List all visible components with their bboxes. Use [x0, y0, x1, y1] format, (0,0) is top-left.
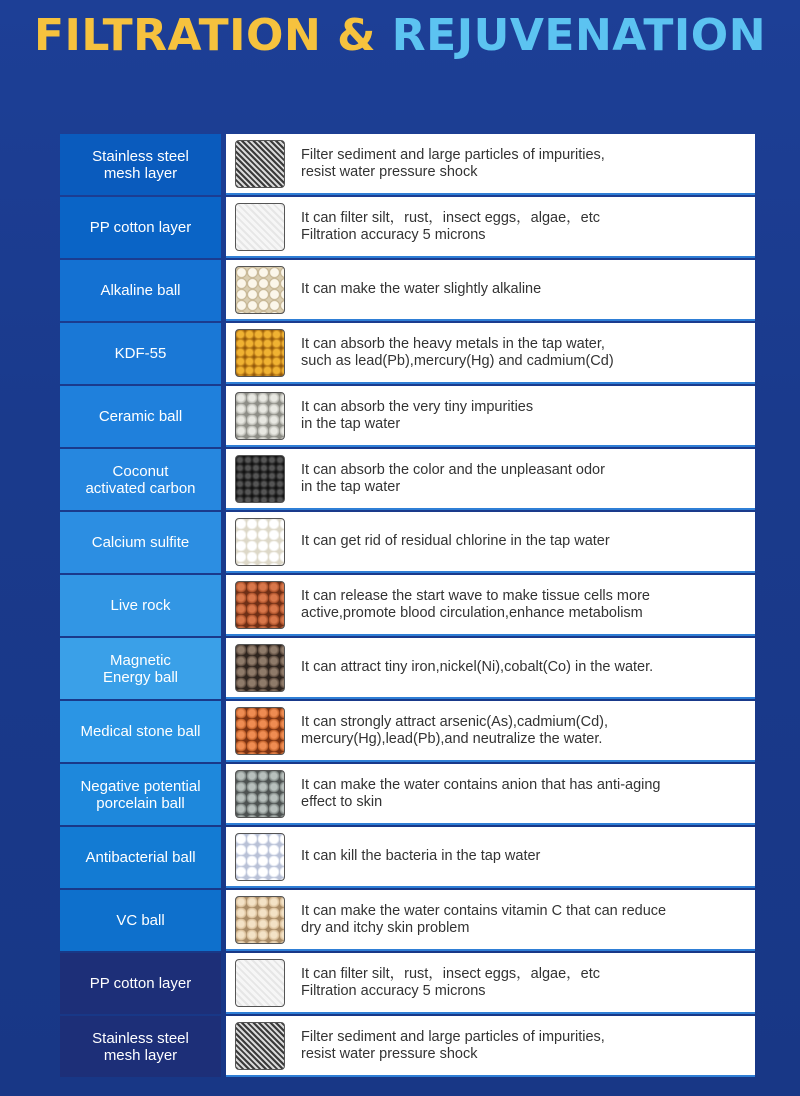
layer-name: PP cotton layer — [60, 197, 221, 258]
pp-cotton-icon — [235, 959, 285, 1007]
carbon-granules-icon — [235, 455, 285, 503]
live-rock-balls-icon — [235, 581, 285, 629]
filter-layer-row — [60, 953, 755, 1016]
layer-description-panel — [226, 953, 755, 1014]
ceramic-balls-icon — [235, 392, 285, 440]
layer-name: PP cotton layer — [60, 953, 221, 1014]
kdf-granules-icon — [235, 329, 285, 377]
antibacterial-balls-icon — [235, 833, 285, 881]
layer-name: Stainless steel mesh layer — [60, 1016, 221, 1077]
layer-name: Ceramic ball — [60, 386, 221, 447]
layer-name: Medical stone ball — [60, 701, 221, 762]
layer-name: Antibacterial ball — [60, 827, 221, 888]
layer-description-panel — [226, 197, 755, 258]
layer-description: It can release the start wave to make tissue cells more active,promote blood circulation,enhance metabolism — [301, 587, 650, 621]
layer-description-panel — [226, 260, 755, 321]
filter-layer-row — [60, 1016, 755, 1079]
filter-layer-row — [60, 512, 755, 575]
layer-description: It can make the water contains vitamin C that can reduce dry and itchy skin problem — [301, 902, 667, 936]
layer-description: It can filter silt，rust，insect eggs，algae，etc Filtration accuracy 5 microns — [301, 209, 600, 243]
layer-name: VC ball — [60, 890, 221, 951]
medical-stone-balls-icon — [235, 707, 285, 755]
layer-description-panel — [226, 386, 755, 447]
layer-description-panel — [226, 449, 755, 510]
filter-layer-row — [60, 323, 755, 386]
layer-description-panel — [226, 575, 755, 636]
pp-cotton-icon — [235, 203, 285, 251]
layer-description-panel — [226, 701, 755, 762]
layer-description: Filter sediment and large particles of impurities, resist water pressure shock — [301, 146, 605, 180]
layer-name: Negative potential porcelain ball — [60, 764, 221, 825]
title-part-rejuvenation: REJUVENATION — [391, 10, 767, 61]
filter-layer-row — [60, 890, 755, 953]
layer-description-panel — [226, 638, 755, 699]
steel-mesh-icon — [235, 140, 285, 188]
steel-mesh-icon — [235, 1022, 285, 1070]
layer-description: It can attract tiny iron,nickel(Ni),cobalt(Co) in the water. — [301, 659, 654, 675]
layer-name: Calcium sulfite — [60, 512, 221, 573]
layer-description: It can absorb the heavy metals in the tap water, such as lead(Pb),mercury(Hg) and cadmium(Cd) — [301, 335, 614, 369]
filter-layer-row — [60, 764, 755, 827]
layer-description-panel — [226, 1016, 755, 1077]
layer-name: Magnetic Energy ball — [60, 638, 221, 699]
magnetic-balls-icon — [235, 644, 285, 692]
layer-description: It can strongly attract arsenic(As),cadmium(Cd), mercury(Hg),lead(Pb),and neutralize the water. — [301, 713, 609, 747]
layer-description: It can kill the bacteria in the tap water — [301, 848, 541, 864]
layer-name: Coconut activated carbon — [60, 449, 221, 510]
layer-description: It can get rid of residual chlorine in the tap water — [301, 533, 610, 549]
filter-layer-row — [60, 134, 755, 197]
filter-layer-row — [60, 827, 755, 890]
layer-description-panel — [226, 512, 755, 573]
filter-layer-row — [60, 638, 755, 701]
layer-description-panel — [226, 764, 755, 825]
layer-description-panel — [226, 323, 755, 384]
page-title — [0, 8, 800, 64]
layer-description-panel — [226, 890, 755, 951]
vc-balls-icon — [235, 896, 285, 944]
layer-description: It can absorb the very tiny impurities in the tap water — [301, 398, 534, 432]
filter-layer-table — [60, 134, 755, 1079]
filter-layer-row — [60, 701, 755, 764]
layer-name: Live rock — [60, 575, 221, 636]
porcelain-balls-icon — [235, 770, 285, 818]
layer-description-panel — [226, 827, 755, 888]
layer-description: It can filter silt，rust，insect eggs，algae，etc Filtration accuracy 5 microns — [301, 965, 600, 999]
layer-description-panel — [226, 134, 755, 195]
layer-description: It can absorb the color and the unpleasant odor in the tap water — [301, 461, 605, 495]
filter-layer-row — [60, 575, 755, 638]
alkaline-balls-icon — [235, 266, 285, 314]
layer-name: Alkaline ball — [60, 260, 221, 321]
layer-name: KDF-55 — [60, 323, 221, 384]
filter-layer-row — [60, 260, 755, 323]
filter-layer-row — [60, 449, 755, 512]
layer-name: Stainless steel mesh layer — [60, 134, 221, 195]
title-part-filtration: FILTRATION & — [33, 10, 376, 61]
layer-description: It can make the water slightly alkaline — [301, 281, 542, 297]
filter-layer-row — [60, 197, 755, 260]
calcium-sulfite-balls-icon — [235, 518, 285, 566]
layer-description: Filter sediment and large particles of impurities, resist water pressure shock — [301, 1028, 605, 1062]
filter-layer-row — [60, 386, 755, 449]
layer-description: It can make the water contains anion that has anti-aging effect to skin — [301, 776, 661, 810]
